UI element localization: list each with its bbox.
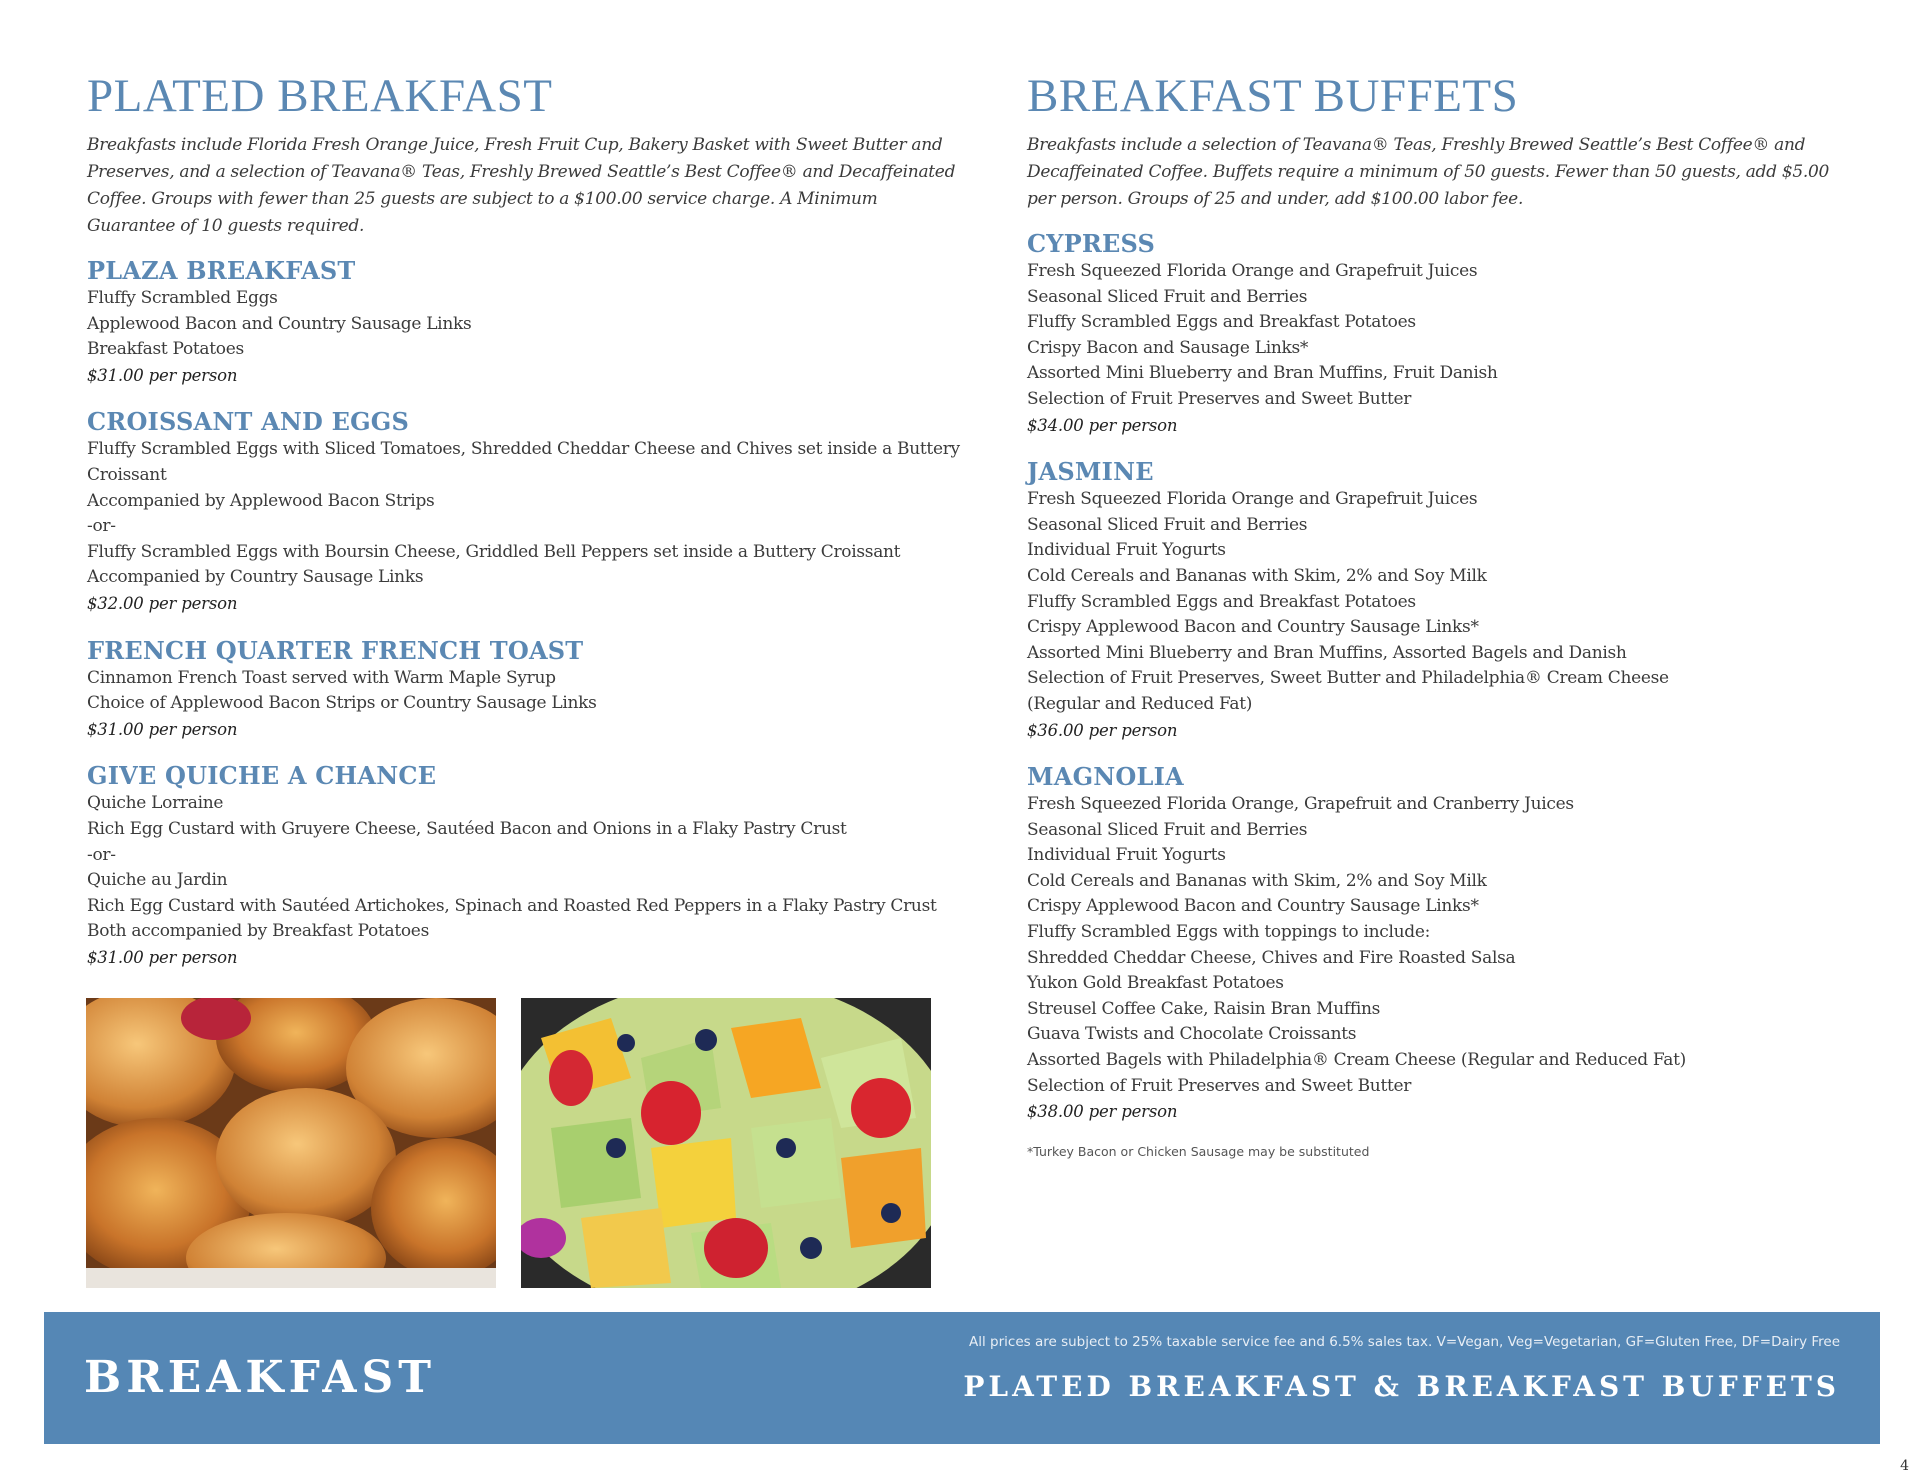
menu-section: [87, 636, 967, 743]
page-number: 4: [1900, 1458, 1909, 1474]
pricing-note: All prices are subject to 25% taxable service fee and 6.5% sales tax. V=Vegan, Veg=Vegetarian, GF=Gluten Free, DF=Dairy Free: [969, 1334, 1840, 1350]
section-title: FRENCH QUARTER FRENCH TOAST: [87, 635, 584, 665]
menu-item: Quiche Lorraine: [87, 793, 224, 814]
menu-item: Selection of Fruit Preserves, Sweet Butter and Philadelphia® Cream Cheese: [1027, 668, 1669, 689]
menu-item: Selection of Fruit Preserves and Sweet Butter: [1027, 1075, 1412, 1096]
menu-section: [1027, 229, 1857, 438]
menu-item: Fresh Squeezed Florida Orange, Grapefruit and Cranberry Juices: [1027, 794, 1574, 815]
menu-item: Selection of Fruit Preserves and Sweet Butter: [1027, 388, 1412, 409]
menu-item: Rich Egg Custard with Gruyere Cheese, Sautéed Bacon and Onions in a Flaky Pastry Crust: [87, 818, 847, 839]
menu-item: Breakfast Potatoes: [87, 339, 244, 360]
menu-item: Both accompanied by Breakfast Potatoes: [87, 921, 429, 942]
menu-item: Cinnamon French Toast served with Warm Maple Syrup: [87, 667, 556, 688]
menu-section: [87, 256, 967, 388]
menu-section: [87, 407, 967, 616]
section-title: JASMINE: [1027, 457, 1154, 487]
fruit-salad-photo: [521, 998, 931, 1288]
substitution-footnote: *Turkey Bacon or Chicken Sausage may be substituted: [1027, 1143, 1370, 1159]
plated-intro: Breakfasts include Florida Fresh Orange Juice, Fresh Fruit Cup, Bakery Basket with Sweet Butter and Preserves, and a selection of Teavana® Teas, Freshly Brewed Seattle’s Best Coffee® and Decaffeinated Coffee. Groups with fewer than 25 guests are subject to a $100.00 service charge. A Minimum Guarantee of 10 guests required.: [87, 135, 956, 236]
menu-item: Crispy Bacon and Sausage Links*: [1027, 337, 1309, 358]
menu-item: Crispy Applewood Bacon and Country Sausage Links*: [1027, 617, 1479, 638]
menu-item: Accompanied by Country Sausage Links: [87, 567, 424, 588]
menu-section: [87, 761, 967, 970]
menu-item: Shredded Cheddar Cheese, Chives and Fire Roasted Salsa: [1027, 947, 1516, 968]
price: $34.00 per person: [1027, 415, 1178, 435]
menu-item: Seasonal Sliced Fruit and Berries: [1027, 286, 1308, 307]
price: $31.00 per person: [87, 947, 238, 967]
menu-item: Fresh Squeezed Florida Orange and Grapefruit Juices: [1027, 489, 1478, 510]
banner-subtitle: PLATED BREAKFAST & BREAKFAST BUFFETS: [963, 1370, 1840, 1403]
plated-breakfast-column: [87, 70, 967, 989]
footer-banner: [44, 1312, 1880, 1444]
section-title: MAGNOLIA: [1027, 762, 1184, 792]
menu-item: Accompanied by Applewood Bacon Strips: [87, 490, 435, 511]
menu-item: Assorted Mini Blueberry and Bran Muffins, Fruit Danish: [1027, 363, 1498, 384]
menu-item: Rich Egg Custard with Sautéed Artichokes, Spinach and Roasted Red Peppers in a Flaky Pastry Crust: [87, 895, 937, 916]
price: $32.00 per person: [87, 593, 238, 613]
banner-title: BREAKFAST: [84, 1352, 436, 1403]
menu-item: Cold Cereals and Bananas with Skim, 2% and Soy Milk: [1027, 565, 1487, 586]
price: $31.00 per person: [87, 365, 238, 385]
price: $38.00 per person: [1027, 1102, 1178, 1122]
price: $31.00 per person: [87, 719, 238, 739]
menu-section: [1027, 762, 1857, 1125]
croissant-pastries-photo: [86, 998, 496, 1288]
menu-item: Applewood Bacon and Country Sausage Links: [87, 313, 472, 334]
page-heading-plated: PLATED BREAKFAST: [87, 70, 553, 122]
menu-item: Seasonal Sliced Fruit and Berries: [1027, 514, 1308, 535]
menu-item: Assorted Bagels with Philadelphia® Cream Cheese (Regular and Reduced Fat): [1027, 1050, 1686, 1071]
menu-item: Cold Cereals and Bananas with Skim, 2% and Soy Milk: [1027, 870, 1487, 891]
menu-item: -or-: [87, 516, 116, 537]
menu-item: Choice of Applewood Bacon Strips or Country Sausage Links: [87, 693, 597, 714]
buffet-column: [1027, 70, 1857, 1159]
menu-item: Fluffy Scrambled Eggs with Boursin Cheese, Griddled Bell Peppers set inside a Buttery Croissant: [87, 541, 901, 562]
menu-item: Fluffy Scrambled Eggs and Breakfast Potatoes: [1027, 312, 1416, 333]
plated-menu-sections: [87, 256, 967, 970]
section-title: CYPRESS: [1027, 229, 1156, 258]
menu-item: Fluffy Scrambled Eggs with Sliced Tomatoes, Shredded Cheddar Cheese and Chives set inside a Buttery Croissant: [87, 439, 960, 485]
page-heading-buffets: BREAKFAST BUFFETS: [1027, 70, 1519, 122]
menu-item: Individual Fruit Yogurts: [1027, 845, 1226, 866]
menu-item: Seasonal Sliced Fruit and Berries: [1027, 819, 1308, 840]
buffet-intro: Breakfasts include a selection of Teavana® Teas, Freshly Brewed Seattle’s Best Coffee® and Decaffeinated Coffee. Buffets require a minimum of 50 guests. Fewer than 50 guests, add $5.00 per person. Groups of 25 and under, add $100.00 labor fee.: [1027, 135, 1829, 209]
section-title: CROISSANT AND EGGS: [87, 407, 410, 437]
menu-item: Streusel Coffee Cake, Raisin Bran Muffins: [1027, 998, 1381, 1019]
menu-item: Assorted Mini Blueberry and Bran Muffins, Assorted Bagels and Danish: [1027, 642, 1627, 663]
section-title: PLAZA BREAKFAST: [87, 256, 356, 285]
menu-section: [1027, 457, 1857, 743]
menu-item: Fluffy Scrambled Eggs with toppings to include:: [1027, 922, 1431, 943]
price: $36.00 per person: [1027, 720, 1178, 740]
menu-item: Guava Twists and Chocolate Croissants: [1027, 1024, 1357, 1045]
menu-item: Quiche au Jardin: [87, 870, 228, 891]
menu-item: Fresh Squeezed Florida Orange and Grapefruit Juices: [1027, 261, 1478, 281]
buffet-menu-sections: [1027, 229, 1857, 1125]
menu-item: Individual Fruit Yogurts: [1027, 540, 1226, 561]
menu-item: Fluffy Scrambled Eggs: [87, 288, 278, 308]
section-title: GIVE QUICHE A CHANCE: [87, 761, 437, 791]
menu-item: Yukon Gold Breakfast Potatoes: [1027, 973, 1284, 994]
menu-item: -or-: [87, 844, 116, 865]
menu-item: Crispy Applewood Bacon and Country Sausage Links*: [1027, 896, 1479, 917]
menu-item: (Regular and Reduced Fat): [1027, 693, 1253, 714]
menu-item: Fluffy Scrambled Eggs and Breakfast Potatoes: [1027, 591, 1416, 612]
